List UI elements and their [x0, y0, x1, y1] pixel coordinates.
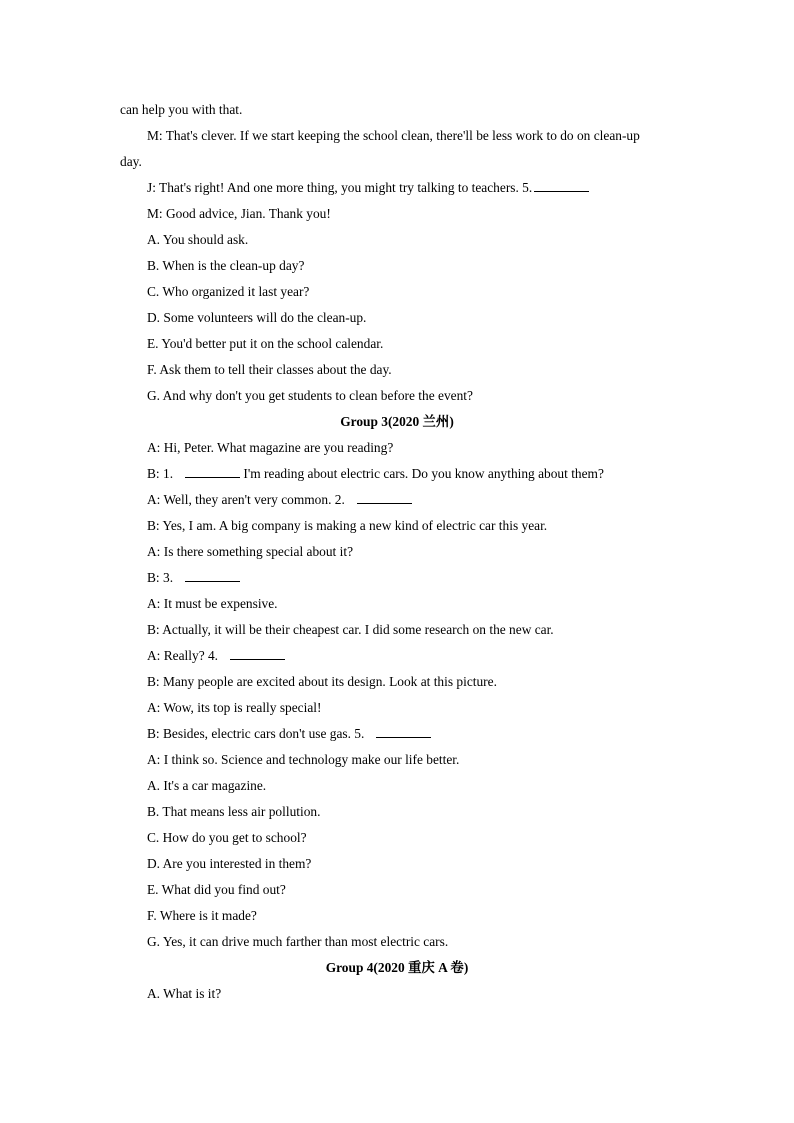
dialogue-line: B: Many people are excited about its design. Look at this picture.	[147, 674, 497, 689]
answer-blank	[357, 491, 412, 504]
dialogue-line: A: It must be expensive.	[147, 596, 278, 611]
dialogue-text: J: That's right! And one more thing, you might try talking to teachers. 5.	[147, 180, 533, 195]
dialogue-line	[147, 725, 431, 743]
option-line: C. Who organized it last year?	[147, 284, 310, 299]
dialogue-line: A: I think so. Science and technology make our life better.	[147, 752, 460, 767]
answer-blank	[185, 465, 240, 478]
option-line: D. Are you interested in them?	[147, 856, 312, 871]
option-line: A. What is it?	[147, 986, 222, 1001]
option-line: F. Where is it made?	[147, 908, 257, 923]
text-line: M: That's clever. If we start keeping the school clean, there'll be less work to do on clean-up	[147, 128, 640, 143]
dialogue-text: I'm reading about electric cars. Do you know anything about them?	[243, 466, 604, 481]
section-title: Group 3(2020 兰州)	[340, 414, 454, 429]
answer-blank	[230, 647, 285, 660]
text-line: can help you with that.	[120, 102, 243, 117]
dialogue-line: A: Wow, its top is really special!	[147, 700, 322, 715]
dialogue-text: A: Really? 4.	[147, 648, 219, 663]
dialogue-line	[147, 647, 285, 665]
dialogue-line	[147, 179, 589, 197]
dialogue-line: A: Is there something special about it?	[147, 544, 354, 559]
option-line: C. How do you get to school?	[147, 830, 307, 845]
option-line: A. You should ask.	[147, 232, 249, 247]
dialogue-line: B: Yes, I am. A big company is making a new kind of electric car this year.	[147, 518, 548, 533]
dialogue-text: B: Besides, electric cars don't use gas. 5.	[147, 726, 365, 741]
option-line: D. Some volunteers will do the clean-up.	[147, 310, 367, 325]
dialogue-text: A: Well, they aren't very common. 2.	[147, 492, 345, 507]
option-line: F. Ask them to tell their classes about the day.	[147, 362, 392, 377]
text-line: day.	[120, 154, 142, 169]
option-line: E. What did you find out?	[147, 882, 286, 897]
text-line: M: Good advice, Jian. Thank you!	[147, 206, 331, 221]
dialogue-text: B: 3.	[147, 570, 174, 585]
option-line: B. That means less air pollution.	[147, 804, 321, 819]
section-title: Group 4(2020 重庆 A 卷)	[325, 960, 469, 975]
answer-blank	[185, 569, 240, 582]
dialogue-line	[147, 491, 412, 509]
dialogue-line	[147, 569, 240, 587]
dialogue-line: B: Actually, it will be their cheapest car. I did some research on the new car.	[147, 622, 554, 637]
answer-blank	[376, 725, 431, 738]
option-line: G. And why don't you get students to clean before the event?	[147, 388, 473, 403]
dialogue-line: A: Hi, Peter. What magazine are you reading?	[147, 440, 394, 455]
option-line: B. When is the clean-up day?	[147, 258, 305, 273]
answer-blank	[534, 179, 589, 192]
dialogue-text: B: 1.	[147, 466, 174, 481]
option-line: E. You'd better put it on the school calendar.	[147, 336, 384, 351]
dialogue-line	[147, 465, 604, 483]
option-line: G. Yes, it can drive much farther than most electric cars.	[147, 934, 449, 949]
option-line: A. It's a car magazine.	[147, 778, 267, 793]
